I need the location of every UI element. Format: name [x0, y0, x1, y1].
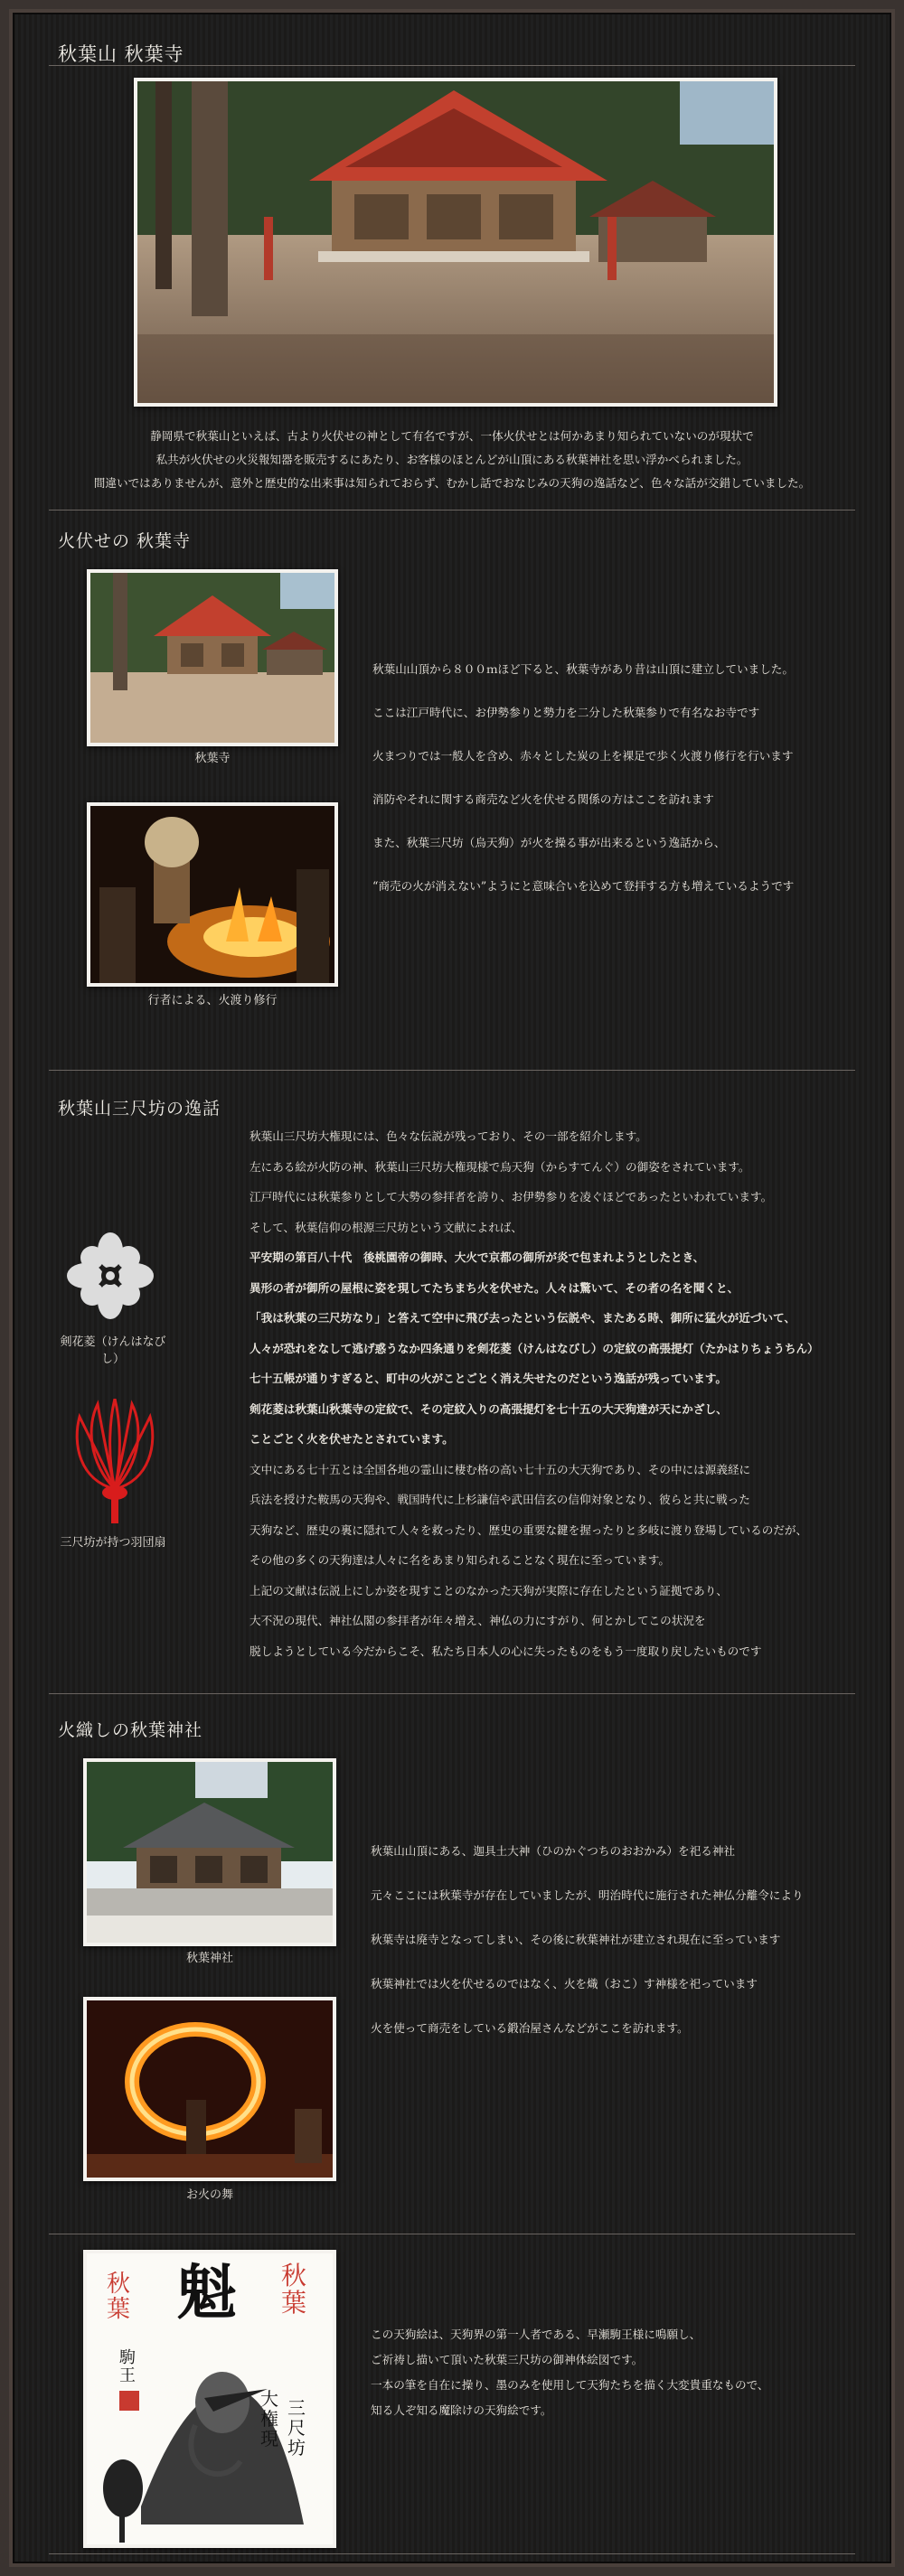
text-line: 元々ここには秋葉寺が存在していましたが、明治時代に施行された神仏分離令により [371, 1888, 804, 1902]
footer-divider [49, 2553, 855, 2554]
section-divider [49, 510, 855, 511]
text-line: 剣花菱は秋葉山秋葉寺の定紋で、その定紋入りの高張提灯を七十五の大天狗達が天にかざし、 [250, 1401, 728, 1416]
text-line: 火まつりでは一般人を含め、赤々とした炭の上を裸足で歩く火渡り修行を行います [372, 749, 794, 763]
hero-photo-akiha-temple [134, 78, 777, 407]
section-title-hibuse: 火伏せの 秋葉寺 [58, 531, 192, 551]
temple-small-illustration [90, 573, 334, 743]
section1-text [372, 658, 794, 918]
caption-akiha-temple: 秋葉寺 [194, 752, 231, 765]
text-line: ご祈祷し描いて頂いた秋葉三尺坊の御神体絵図です。 [371, 2353, 644, 2366]
intro-line: 私共が火伏せの火災報知器を販売するにあたり、お客様のほとんどが山頂にある秋葉神社を思い浮かべられました。 [155, 453, 749, 466]
text-line: 兵法を授けた鞍馬の天狗や、戦国時代に上杉謙信や武田信玄の信仰対象となり、彼らと共に戦った [250, 1493, 750, 1506]
text-line: 秋葉山山頂から８００ｍほど下ると、秋葉寺があり昔は山頂に建立していました。 [372, 662, 794, 676]
calligraphy-red-right [281, 2262, 310, 2317]
text-line: 江戸時代には秋葉参りとして大勢の参拝者を誇り、お伊勢参りを凌ぐほどであったといわれています。 [250, 1190, 773, 1204]
text-line: 「我は秋葉の三尺坊なり」と答えて空中に飛び去ったという伝説や、またある時、御所に猛火が近づいて、 [250, 1311, 796, 1325]
text-line: 脱しようとしている今だからこそ、私たち日本人の心に失ったものをもう一度取り戻したいものです [250, 1644, 762, 1658]
text-line: “商売の火が消えない”ようにと意味合いを込めて登拝する方も増えているようです [372, 879, 795, 893]
calligraphy-text: 駒王 [119, 2348, 136, 2385]
caption-kenhanabishi: 剣花菱（けんはなびし） [60, 1335, 166, 1366]
temple-hall-illustration [137, 81, 774, 403]
section3-text [371, 1840, 804, 2061]
calligraphy-red: 秋葉 [281, 2261, 307, 2318]
caption-akiha-shrine: 秋葉神社 [185, 1952, 233, 1965]
calligraphy-signature [119, 2349, 139, 2385]
section2-text [250, 1124, 819, 1669]
intro-line: 静岡県で秋葉山といえば、古より火伏せの神として有名ですが、一体火伏せとは何かあまり知られていないのが現状で [150, 429, 754, 443]
text-line: 大不況の現代、神社仏閣の参拝者が年々増え、神仏の力にすがり、何とかしてこの状況を [250, 1614, 706, 1627]
text-line: 秋葉山三尺坊大権現には、色々な伝説が残っており、その一部を紹介します。 [250, 1129, 647, 1143]
text-line: 人々が恐れをなして逃げ惑うなか四条通りを剣花菱（けんはなびし）の定紋の高張提灯（たかはりちょうちん） [250, 1341, 819, 1355]
text-line: 知る人ぞ知る魔除けの天狗絵です。 [371, 2403, 552, 2417]
text-line: 上記の文献は伝説上にしか姿を現すことのなかった天狗が実際に存在したという証拠であり、 [250, 1583, 728, 1597]
text-line: 火を使って商売をしている鍛冶屋さんなどがここを訪れます。 [371, 2021, 689, 2035]
shrine-illustration [87, 1762, 333, 1943]
section-title-sanshakubo: 秋葉山三尺坊の逸話 [58, 1099, 221, 1119]
text-line: 異形の者が御所の屋根に姿を現してたちまち火を伏せた。人々は驚いて、その者の名を聞くと、 [250, 1280, 739, 1295]
calligraphy-text: 三尺坊 [287, 2397, 306, 2459]
text-line: 平安期の第百八十代 後桃園帝の御時、大火で京都の御所が炎で包まれようとしたとき、 [250, 1251, 705, 1264]
caption-feather-fan: 三尺坊が持つ羽団扇 [60, 1536, 166, 1550]
red-seal [119, 2391, 139, 2411]
intro-text [45, 425, 859, 495]
text-line: 天狗など、歴史の裏に隠れて人々を救ったり、歴史の重要な鍵を握ったりと多岐に渡り登場しているのだが、 [250, 1522, 808, 1537]
caption-fire-dance: お火の舞 [185, 2188, 233, 2202]
caption-fire-walking: 行者による、火渡り修行 [147, 994, 278, 1007]
intro-line: 間違いではありませんが、意外と歴史的な出来事は知られておらず、むかし話でおなじみの天狗の逸話など、色々な話が交錯していました。 [93, 476, 811, 490]
text-line: ここは江戸時代に、お伊勢参りと勢力を二分した秋葉参りで有名なお寺です [372, 706, 760, 719]
section-title-akiha-shrine: 火織しの秋葉神社 [58, 1720, 203, 1740]
kenhanabishi-crest-icon [65, 1231, 155, 1321]
photo-akiha-shrine [83, 1758, 336, 1946]
calligraphy-red: 秋葉 [107, 2271, 131, 2323]
text-line: そして、秋葉信仰の根源三尺坊という文献によれば、 [250, 1220, 523, 1234]
calligraphy-text: 大権現 [260, 2388, 278, 2450]
calligraphy-column [287, 2398, 309, 2458]
calligraphy-column [260, 2389, 282, 2449]
text-line: その他の多くの天狗達は人々に名をあまり知られることなく現在に至っています。 [250, 1553, 670, 1567]
section-divider [49, 1070, 855, 1071]
text-line: 秋葉山山頂にある、迦具土大神（ひのかぐつちのおおかみ）を祀る神社 [371, 1844, 735, 1858]
text-line: 秋葉寺は廃寺となってしまい、その後に秋葉神社が建立され現在に至っています [371, 1933, 781, 1946]
text-line: 左にある絵が火防の神、秋葉山三尺坊大権現様で烏天狗（からすてんぐ）の御姿をされています。 [250, 1159, 750, 1174]
text-line: ことごとく火を伏せたとされています。 [250, 1432, 454, 1446]
fire-walking-illustration [90, 806, 334, 983]
header-divider [49, 65, 855, 66]
text-line: 七十五帳が通りすぎると、町中の火がことごとく消え失せたのだという逸話が残っています。 [250, 1372, 727, 1385]
photo-fire-walking [87, 802, 338, 987]
tengu-painting [83, 2250, 336, 2548]
section4-text [371, 2322, 769, 2423]
text-line: この天狗絵は、天狗界の第一人者である、早瀬駒王様に鳴願し、 [371, 2328, 702, 2341]
feather-fan-icon [71, 1399, 159, 1525]
fire-dance-illustration [87, 2000, 333, 2178]
photo-fire-dance [83, 1997, 336, 2181]
text-line: また、秋葉三尺坊（烏天狗）が火を操る事が出来るという逸話から、 [372, 836, 726, 849]
text-line: 秋葉神社では火を伏せるのではなく、火を熾（おこ）す神様を祀っています [371, 1977, 758, 1991]
text-line: 文中にある七十五とは全国各地の霊山に棲む格の高い七十五の大天狗であり、その中には源義経に [250, 1462, 751, 1476]
section-divider [49, 1693, 855, 1694]
calligraphy-red-left [107, 2272, 132, 2322]
text-line: 消防やそれに関する商売など火を伏せる関係の方はここを訪れます [372, 792, 714, 806]
text-line: 一本の筆を自在に操り、墨のみを使用して天狗たちを描く大変貴重なもので、 [371, 2378, 769, 2392]
calligraphy-main: 魁 [177, 2257, 237, 2328]
page-title: 秋葉山 秋葉寺 [58, 43, 184, 65]
photo-akiha-temple [87, 569, 338, 746]
